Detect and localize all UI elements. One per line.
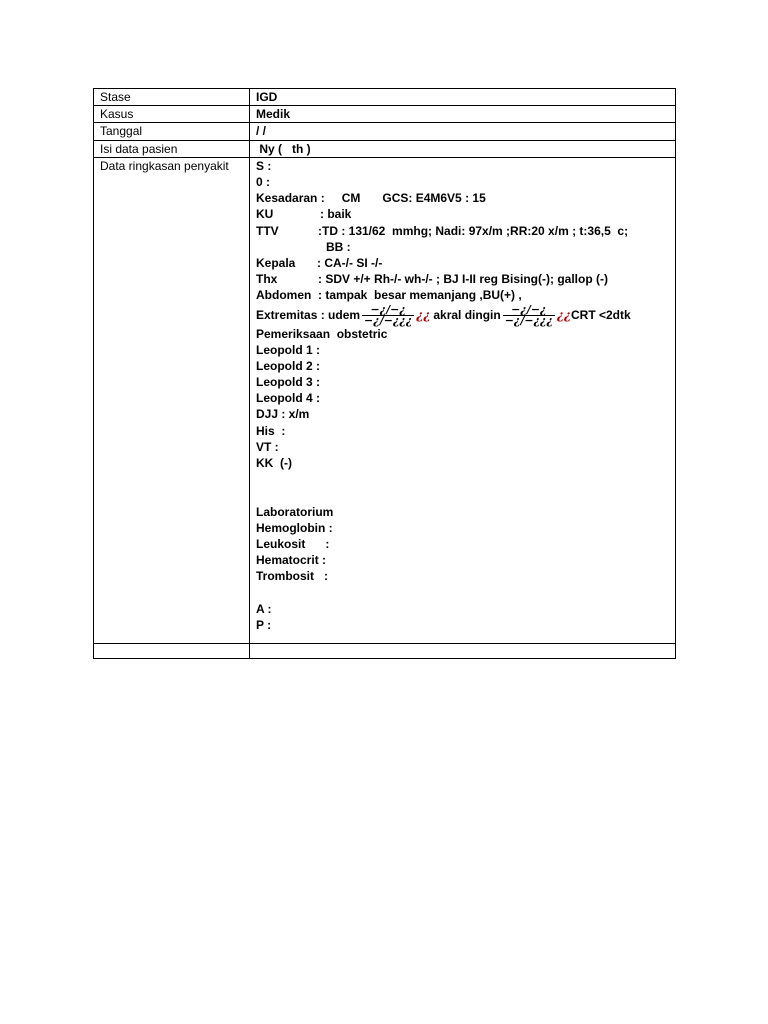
assessment-line: A : [256, 601, 272, 616]
patient-form-sheet [93, 88, 675, 659]
thx-line [256, 271, 675, 287]
spacer [256, 585, 675, 601]
kepala-line [256, 255, 675, 271]
bb-line [256, 239, 675, 255]
hematocrit-line: Hematocrit : [256, 553, 327, 568]
ku-value: : baik [320, 207, 352, 222]
table-row [94, 157, 676, 643]
objective-line: 0 : [256, 175, 271, 189]
udem-fraction-suffix: ¿¿ [416, 307, 431, 322]
hemoglobin-line: Hemoglobin : [256, 520, 333, 535]
row-label-kasus: Kasus [94, 106, 250, 123]
udem-fraction-denominator: −¿/−¿¿¿ [364, 313, 413, 327]
table-row [94, 644, 676, 659]
akral-fraction-suffix: ¿¿ [556, 307, 571, 322]
udem-fraction [362, 302, 414, 327]
akral-fraction-denominator: −¿/−¿¿¿ [504, 313, 553, 327]
row-value-isi-data: Ny ( th ) [250, 140, 676, 157]
lab-title: Laboratorium [256, 504, 334, 519]
udem-fraction-numerator: −¿/−¿ [370, 302, 406, 316]
ku-line [256, 206, 675, 222]
kk-line: KK (-) [256, 456, 292, 470]
extremitas-line [256, 304, 675, 326]
bb-value: BB : [326, 239, 351, 254]
akral-fraction-numerator: −¿/−¿ [511, 302, 547, 316]
empty-cell [250, 644, 676, 659]
kepala-label: Kepala [256, 255, 296, 270]
row-value-kasus: Medik [250, 106, 676, 123]
akral-fraction [503, 302, 555, 327]
kesadaran-value: CM [341, 191, 361, 206]
kesadaran-label: Kesadaran : [256, 191, 325, 206]
leopold-1: Leopold 1 : [256, 342, 320, 357]
trombosit-line: Trombosit : [256, 569, 328, 584]
leopold-3: Leopold 3 : [256, 375, 320, 390]
thx-label: Thx [256, 272, 278, 287]
ttv-label: TTV [256, 223, 279, 238]
kesadaran-line [256, 190, 675, 206]
empty-cell [94, 644, 250, 659]
row-label-tanggal: Tanggal [94, 123, 250, 140]
ttv-value: :TD : 131/62 mmhg; Nadi: 97x/m ;RR:20 x/m ; t:36,5 c; [318, 223, 629, 238]
ku-label: KU [256, 207, 274, 222]
leopold-2: Leopold 2 : [256, 358, 320, 373]
djj-line: DJJ : x/m [256, 407, 310, 422]
row-value-stase: IGD [250, 89, 676, 106]
row-label-isi-data: Isi data pasien [94, 140, 250, 157]
row-value-tanggal: / / [250, 123, 676, 140]
patient-form-table [93, 88, 676, 659]
spacer [256, 471, 675, 487]
thx-value: : SDV +/+ Rh-/- wh-/- ; BJ I-II reg Bising(-); gallop (-) [318, 272, 608, 287]
leukosit-line: Leukosit : [256, 536, 330, 551]
crt-value: CRT <2dtk [571, 307, 631, 322]
row-label-summary: Data ringkasan penyakit [94, 157, 250, 643]
row-label-stase: Stase [94, 89, 250, 106]
gcs-value: GCS: E4M6V5 : 15 [382, 191, 486, 206]
kepala-value: : CA-/- SI -/- [317, 255, 383, 270]
table-row [94, 140, 676, 157]
table-row [94, 106, 676, 123]
vt-line: VT : [256, 439, 279, 454]
abdomen-line: Abdomen : tampak besar memanjang ,BU(+) , [256, 288, 522, 303]
subjective-line: S : [256, 158, 272, 173]
table-row [94, 89, 676, 106]
leopold-4: Leopold 4 : [256, 391, 320, 406]
obstetric-title: Pemeriksaan obstetric [256, 326, 388, 341]
spacer [256, 487, 675, 503]
ttv-line [256, 223, 675, 239]
summary-content [250, 157, 676, 643]
akral-label: akral dingin [433, 307, 501, 322]
extremitas-prefix: Extremitas : udem [256, 307, 361, 322]
his-line: His : [256, 423, 286, 438]
table-row [94, 123, 676, 140]
plan-line: P : [256, 617, 272, 632]
